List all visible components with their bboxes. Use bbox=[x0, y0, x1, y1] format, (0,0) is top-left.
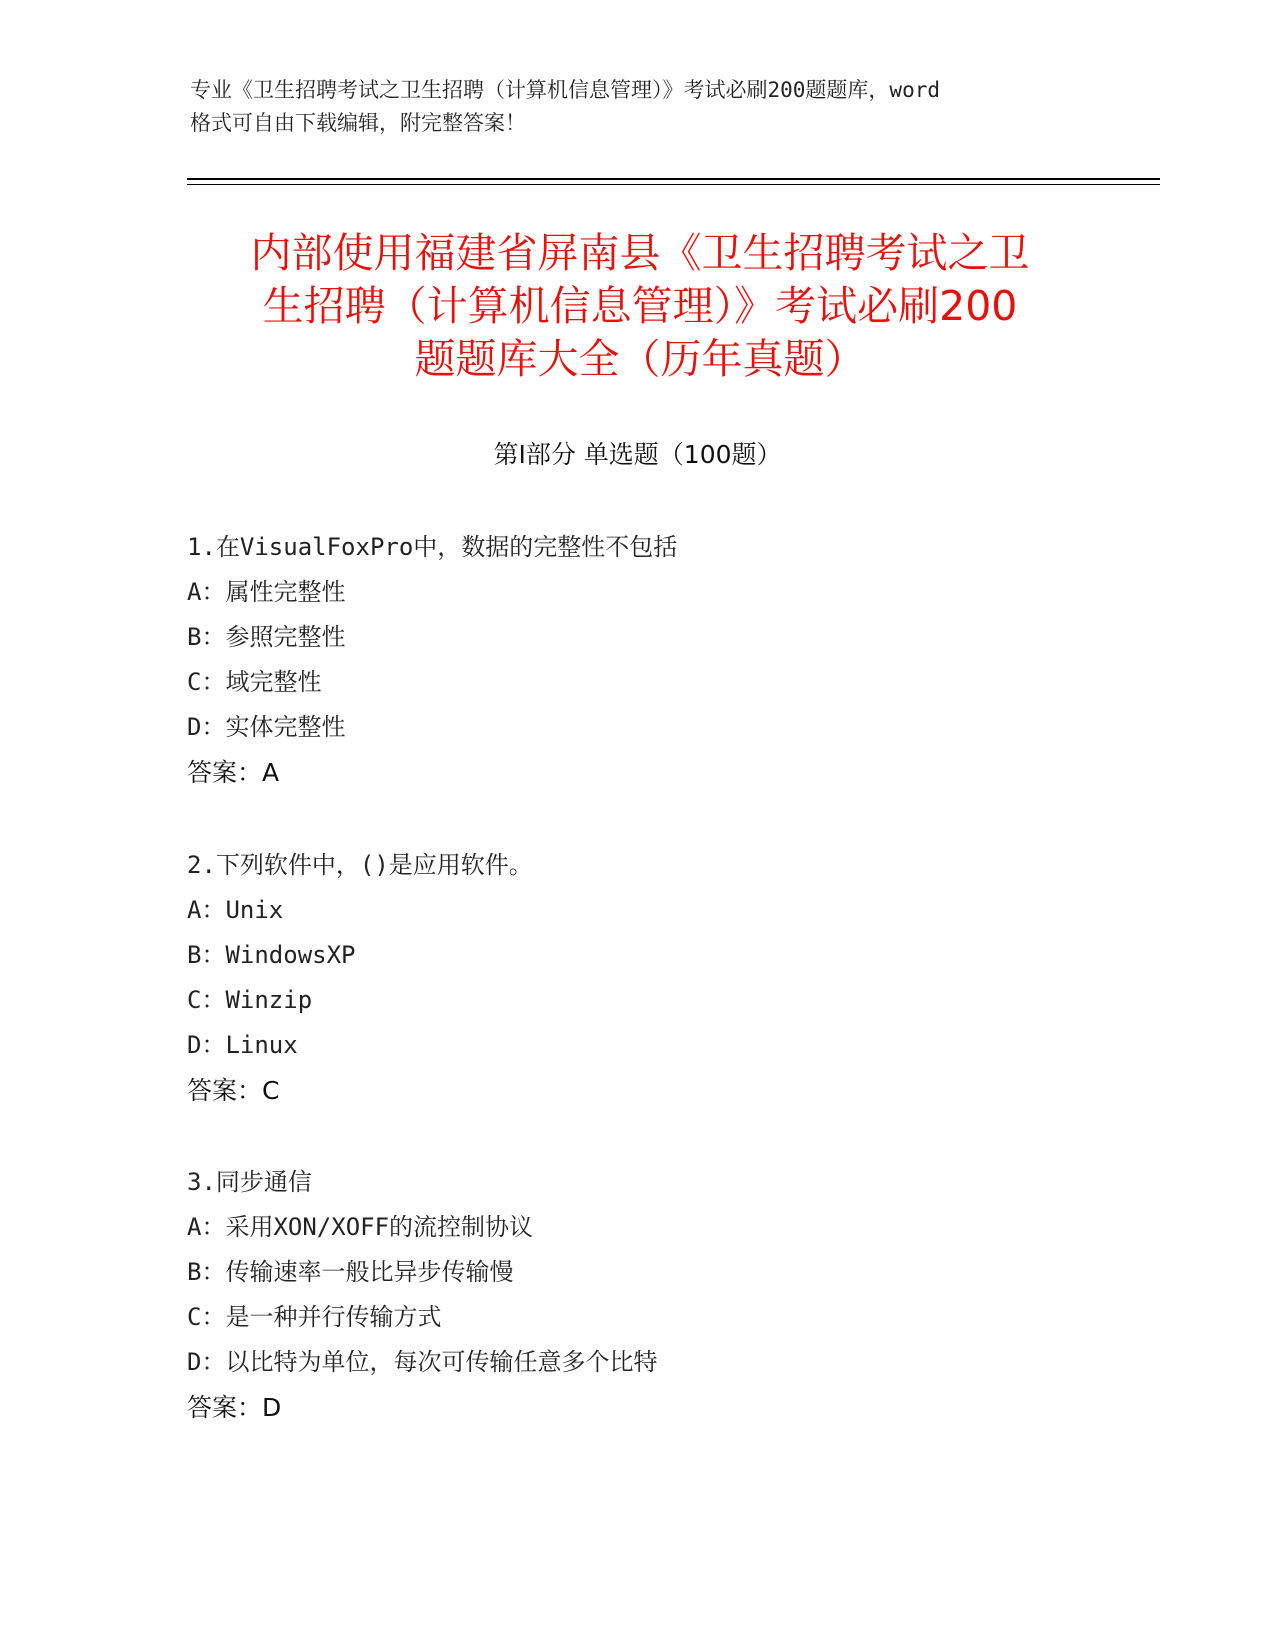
header-note-line-1: 专业《卫生招聘考试之卫生招聘（计算机信息管理）》考试必刷200题题库，word bbox=[190, 78, 940, 102]
question-item bbox=[187, 1160, 1087, 1430]
question-stem: 1.在VisualFoxPro中，数据的完整性不包括 bbox=[187, 533, 678, 561]
option-a: A：属性完整性 bbox=[187, 578, 346, 606]
title-line-3: 题题库大全（历年真题） bbox=[414, 335, 866, 383]
title-line-2: 生招聘（计算机信息管理）》考试必刷200 bbox=[262, 282, 1018, 330]
option-b: B：WindowsXP bbox=[187, 941, 356, 969]
option-d: D：以比特为单位，每次可传输任意多个比特 bbox=[187, 1348, 658, 1376]
header-note-line-2: 格式可自由下载编辑，附完整答案！ bbox=[190, 111, 526, 135]
document-title bbox=[190, 227, 1090, 386]
question-item bbox=[187, 843, 1087, 1113]
question-stem: 2.下列软件中，()是应用软件。 bbox=[187, 851, 533, 879]
title-line-1: 内部使用福建省屏南县《卫生招聘考试之卫 bbox=[250, 229, 1030, 277]
answer: 答案：A bbox=[187, 758, 280, 787]
header-divider-thick bbox=[187, 178, 1160, 180]
option-d: D：实体完整性 bbox=[187, 713, 346, 741]
header-note bbox=[190, 74, 1090, 140]
option-c: C：域完整性 bbox=[187, 668, 322, 696]
option-a: A：采用XON/XOFF的流控制协议 bbox=[187, 1213, 534, 1241]
question-stem: 3.同步通信 bbox=[187, 1168, 312, 1196]
section-title: 第Ⅰ部分 单选题（100题） bbox=[493, 440, 782, 469]
option-c: C：是一种并行传输方式 bbox=[187, 1303, 442, 1331]
option-b: B：参照完整性 bbox=[187, 623, 346, 651]
option-b: B：传输速率一般比异步传输慢 bbox=[187, 1258, 514, 1286]
option-c: C：Winzip bbox=[187, 986, 313, 1014]
option-d: D：Linux bbox=[187, 1031, 298, 1059]
question-item bbox=[187, 525, 1087, 795]
header-divider-thin bbox=[187, 184, 1160, 185]
option-a: A：Unix bbox=[187, 896, 284, 924]
answer: 答案：C bbox=[187, 1076, 280, 1105]
answer: 答案：D bbox=[187, 1393, 282, 1422]
